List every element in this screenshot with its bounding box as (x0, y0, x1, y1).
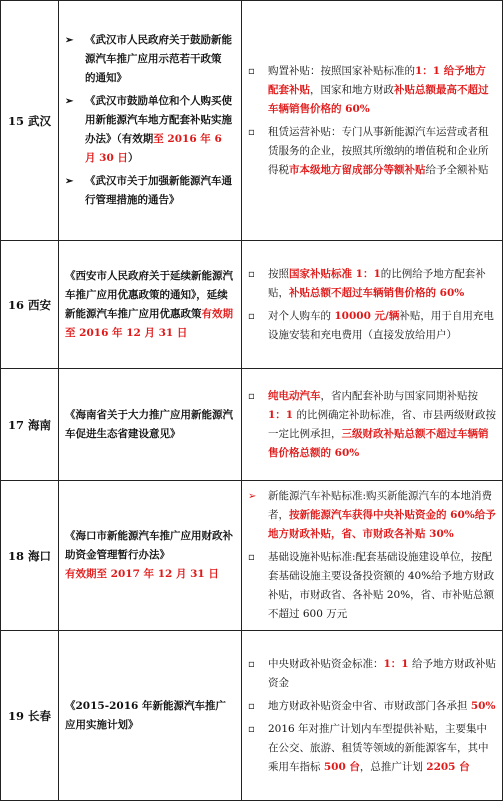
subsidy-cell (242, 631, 503, 801)
square-bullet-icon: ▫ (248, 552, 255, 563)
square-bullet-icon: ▫ (248, 658, 255, 670)
square-bullet-icon: ▫ (248, 723, 255, 735)
list-item: ▫ 地方财政补贴资金中省、市财政部门各承担 50% (248, 697, 496, 716)
arrow-bullet-icon: ➢ (248, 491, 257, 502)
policy-docs-cell: 《2015-2016 年新能源汽车推广应用实施计划》 (59, 631, 242, 801)
square-bullet-icon: ▫ (248, 268, 255, 280)
square-bullet-icon: ▫ (248, 126, 255, 138)
table-row-wuhan (1, 1, 503, 241)
list-item: ▫ 2016 年对推广计划内车型提供补贴，主要集中在公交、旅游、租赁等领域的新能源客车，其中乘用车指标 500 台，总推广计划 2205 台 (248, 720, 496, 777)
list-item: ▫ 购置补贴：按照国家补贴标准的1：1 给予地方配套补贴，国家和地方财政补贴总额最高不超过车辆销售价格的 60% (248, 62, 496, 119)
policy-docs-cell: 《海口市新能源汽车推广应用财政补助资金管理暂行办法》 有效期至 2017 年 12 月 31 日 (59, 481, 242, 631)
list-item: ➢ 《武汉市人民政府关于鼓励新能源汽车推广应用示范若干政策 的通知》 (65, 31, 235, 88)
list-item: ▫ 纯电动汽车，省内配套补助与国家同期补贴按 1：1 的比例确定补助标准，省、市县两级财政按一定比例承担，三级财政补贴总额不超过车辆销售价格总额的 60% (248, 387, 496, 463)
list-item: ➢ 《武汉市鼓励单位和个人购买使用新能源汽车地方配套补贴实施办法》（有效期至 2016 年 6 月 30 日） (65, 92, 235, 168)
city-cell: 16 西安 (1, 241, 59, 369)
subsidy-cell (242, 241, 503, 369)
list-item: ▫ 基础设施补贴标准:配套基础设施建设单位，按配套基础设施主要设备投资额的 40%给予地方财政补贴，市财政省、各补贴 20%，省、市补贴总额不超过 600 万元 (248, 548, 496, 624)
policy-docs-cell: 《西安市人民政府关于延续新能源汽车推广应用优惠政策的通知》，延续新能源汽车推广应用优惠政策有效期至 2016 年 12 月 31 日 (59, 241, 242, 369)
subsidy-cell (242, 1, 503, 241)
subsidy-cell (242, 369, 503, 481)
city-cell: 17 海南 (1, 369, 59, 481)
list-item: ➢ 新能源汽车补贴标准:购买新能源汽车的本地消费者，按新能源汽车获得中央补贴资金的 60%给予地方财政补贴，省、市财政各补贴 30% (248, 487, 496, 544)
list-item: ▫ 对个人购车的 10000 元/辆补贴，用于自用充电设施安装和充电费用（直接发放给用户） (248, 307, 496, 345)
list-item: ➢ 《武汉市关于加强新能源汽车通行管理措施的通告》 (65, 172, 235, 210)
arrow-bullet-icon: ➢ (65, 176, 74, 187)
arrow-bullet-icon: ➢ (65, 96, 74, 107)
city-cell: 19 长春 (1, 631, 59, 801)
list-item: ▫ 按照国家补贴标准 1：1的比例给予地方配套补贴，补贴总额不超过车辆销售价格的 60% (248, 265, 496, 303)
square-bullet-icon: ▫ (248, 390, 255, 402)
table-row-hainan (1, 369, 503, 481)
list-item: ▫ 租赁运营补贴：专门从事新能源汽车运营或者租赁服务的企业，按照其所缴纳的增值税和企业所得税市本级地方留成部分等额补贴给予全额补贴 (248, 123, 496, 180)
square-bullet-icon: ▫ (248, 65, 255, 77)
table-row-haikou (1, 481, 503, 631)
city-cell: 15 武汉 (1, 1, 59, 241)
arrow-bullet-icon: ➢ (65, 35, 74, 46)
policy-docs-cell (59, 1, 242, 241)
city-cell: 18 海口 (1, 481, 59, 631)
subsidy-cell (242, 481, 503, 631)
policy-docs-cell: 《海南省关于大力推广应用新能源汽车促进生态省建设意见》 (59, 369, 242, 481)
square-bullet-icon: ▫ (248, 700, 255, 712)
table-row-changchun (1, 631, 503, 801)
table-row-xian (1, 241, 503, 369)
list-item: ▫ 中央财政补贴资金标准：1：1 给予地方财政补贴资金 (248, 655, 496, 693)
square-bullet-icon: ▫ (248, 310, 255, 322)
